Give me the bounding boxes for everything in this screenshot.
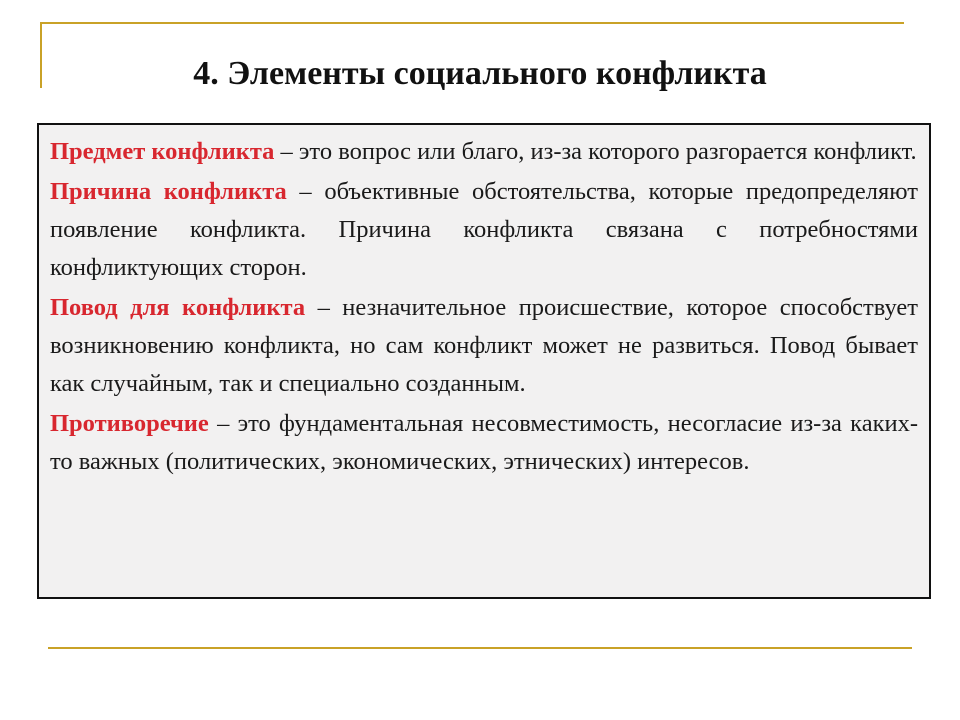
slide-title: 4. Элементы социального конфликта [193, 55, 767, 92]
term-subject: Предмет конфликта [50, 138, 275, 165]
term-cause: Причина конфликта [50, 178, 287, 205]
term-contradiction: Противоречие [50, 410, 209, 437]
bottom-decorative-rule [48, 647, 912, 649]
definition-contradiction-text: – это фундаментальная несовместимость, несогласие из-за каких-то важных (политических, экономических, этнических) интересов. [50, 410, 918, 475]
definition-pretext [50, 289, 918, 403]
definition-cause [50, 173, 918, 287]
definition-pretext-text: – незначительное происшествие, которое способствует возникновению конфликта, но сам конфликт может не развиться. Повод бывает как случайным, так и специально созданным. [50, 294, 918, 397]
definition-contradiction [50, 405, 918, 481]
definition-cause-text: – объективные обстоятельства, которые предопределяют появление конфликта. Причина конфликта связана с потребностями конфликтующих сторон. [50, 178, 918, 281]
term-pretext: Повод для конфликта [50, 294, 306, 321]
definition-subject-text: – это вопрос или благо, из-за которого разгорается конфликт. [274, 138, 917, 165]
top-decorative-rule [40, 22, 904, 24]
definitions-box [37, 123, 931, 599]
definition-subject [50, 133, 918, 171]
